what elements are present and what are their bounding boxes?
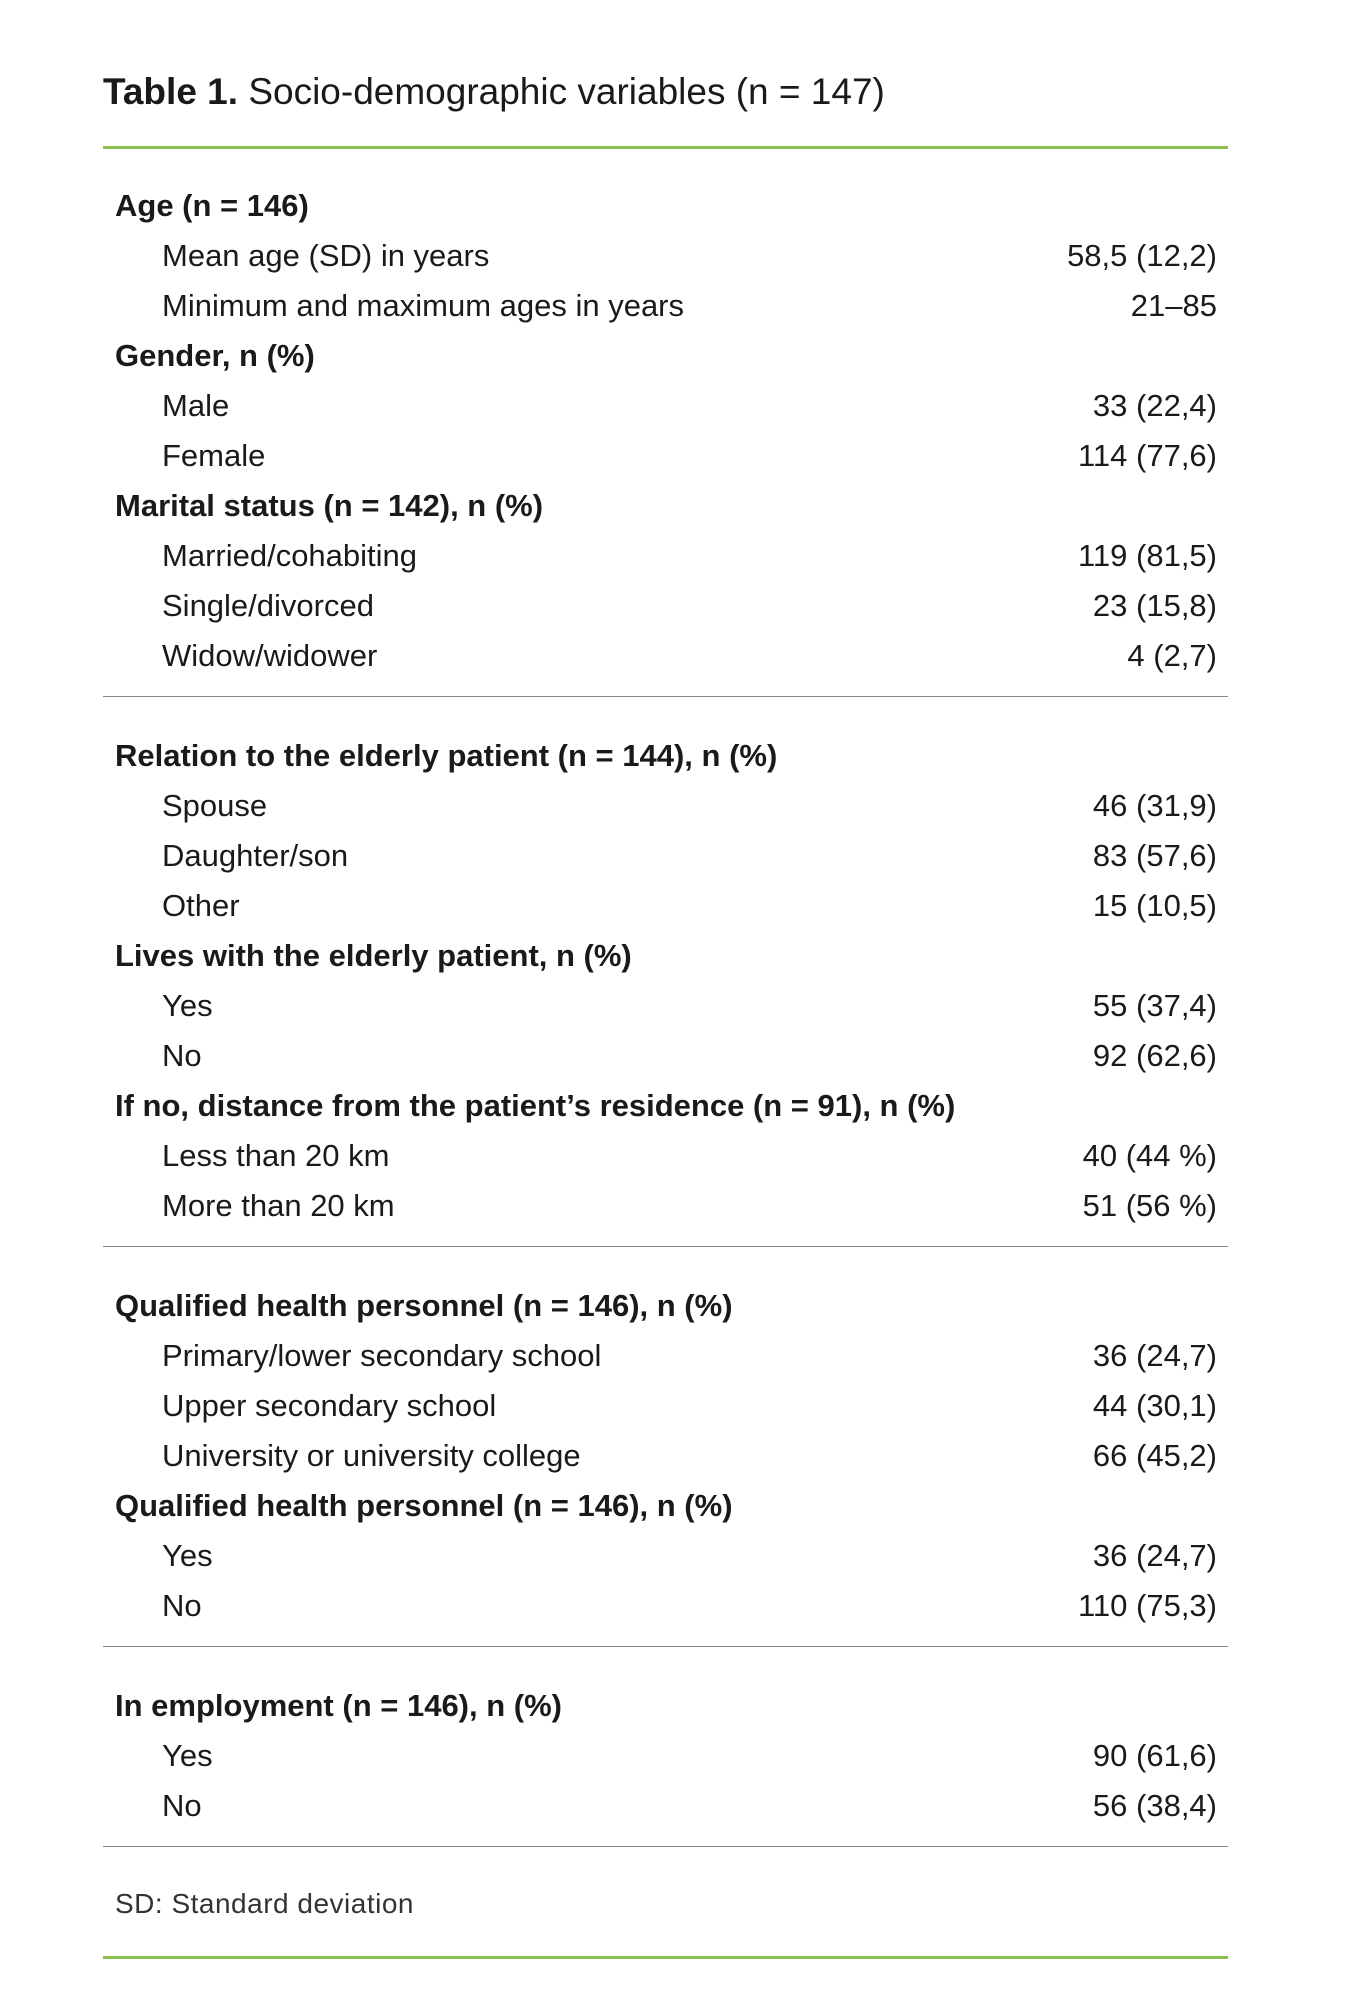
group-heading [103, 1281, 1228, 1331]
caption-text: Socio-demographic variables (n = 147) [248, 71, 885, 112]
row-label: Widow/widower [162, 638, 378, 673]
group-heading-label: Qualified health personnel (n = 146), n (%) [115, 1488, 733, 1523]
group-heading-label: Age (n = 146) [115, 188, 309, 223]
row-label: More than 20 km [162, 1188, 395, 1223]
row-label: Yes [162, 988, 213, 1023]
row-value: 40 (44 %) [1082, 1138, 1217, 1173]
group-heading [103, 931, 1228, 981]
row-label: Male [162, 388, 230, 423]
row-value: 58,5 (12,2) [1067, 238, 1217, 273]
row-value: 46 (31,9) [1092, 788, 1217, 823]
row-value: 110 (75,3) [1077, 1588, 1217, 1623]
row-label: Minimum and maximum ages in years [162, 288, 685, 323]
table-row [103, 231, 1228, 281]
row-value: 36 (24,7) [1092, 1338, 1217, 1373]
group-heading-label: If no, distance from the patient’s residence (n = 91), n (%) [115, 1088, 956, 1123]
row-label: Single/divorced [162, 588, 374, 623]
group-heading [103, 1681, 1228, 1731]
table-row [103, 831, 1228, 881]
table-row [103, 1381, 1228, 1431]
table-row [103, 381, 1228, 431]
row-value: 114 (77,6) [1077, 438, 1217, 473]
group-heading-label: Lives with the elderly patient, n (%) [115, 938, 632, 973]
group-heading-label: Marital status (n = 142), n (%) [115, 488, 544, 523]
row-label: No [162, 1038, 202, 1073]
table-row [103, 1581, 1228, 1631]
row-label: Yes [162, 1738, 213, 1773]
group-heading [103, 731, 1228, 781]
table-row [103, 1131, 1228, 1181]
caption-label: Table 1. [103, 71, 239, 112]
group-heading [103, 1481, 1228, 1531]
table-caption [103, 62, 885, 122]
row-value: 15 (10,5) [1092, 888, 1217, 923]
row-label: Less than 20 km [162, 1138, 390, 1173]
row-label: Spouse [162, 788, 268, 823]
row-label: Female [162, 438, 266, 473]
group-heading [103, 331, 1228, 381]
row-value: 51 (56 %) [1082, 1188, 1217, 1223]
section-divider [103, 1646, 1228, 1647]
row-label: Daughter/son [162, 838, 349, 873]
table-row [103, 881, 1228, 931]
row-value: 36 (24,7) [1092, 1538, 1217, 1573]
row-label: Married/cohabiting [162, 538, 418, 573]
row-value: 92 (62,6) [1092, 1038, 1217, 1073]
table-row [103, 1031, 1228, 1081]
row-label: Primary/lower secondary school [162, 1338, 602, 1373]
table-row [103, 431, 1228, 481]
row-value: 33 (22,4) [1092, 388, 1217, 423]
group-heading [103, 1081, 1228, 1131]
group-heading [103, 181, 1228, 231]
row-value: 66 (45,2) [1092, 1438, 1217, 1473]
table-row [103, 531, 1228, 581]
row-value: 55 (37,4) [1092, 988, 1217, 1023]
row-label: No [162, 1788, 202, 1823]
row-label: No [162, 1588, 202, 1623]
group-heading-label: Qualified health personnel (n = 146), n (%) [115, 1288, 733, 1323]
group-heading-label: In employment (n = 146), n (%) [115, 1688, 562, 1723]
section-divider [103, 1846, 1228, 1847]
row-value: 83 (57,6) [1092, 838, 1217, 873]
table-row [103, 1181, 1228, 1231]
table-row [103, 781, 1228, 831]
table-row [103, 581, 1228, 631]
row-value: 4 (2,7) [1127, 638, 1217, 673]
row-value: 90 (61,6) [1092, 1738, 1217, 1773]
row-value: 119 (81,5) [1077, 538, 1217, 573]
bottom-rule [103, 1956, 1228, 1959]
row-value: 56 (38,4) [1092, 1788, 1217, 1823]
row-value: 23 (15,8) [1092, 588, 1217, 623]
table-row [103, 281, 1228, 331]
row-value: 21–85 [1130, 288, 1217, 323]
group-heading-label: Relation to the elderly patient (n = 144), n (%) [115, 738, 778, 773]
section-divider [103, 1246, 1228, 1247]
table-row [103, 1431, 1228, 1481]
table-row [103, 631, 1228, 681]
section-divider [103, 696, 1228, 697]
table-row [103, 1781, 1228, 1831]
top-rule [103, 146, 1228, 149]
row-value: 44 (30,1) [1092, 1388, 1217, 1423]
row-label: Mean age (SD) in years [162, 238, 490, 273]
row-label: Other [162, 888, 240, 923]
group-heading-label: Gender, n (%) [115, 338, 315, 373]
row-label: Yes [162, 1538, 213, 1573]
row-label: University or university college [162, 1438, 581, 1473]
table-row [103, 1331, 1228, 1381]
table-row [103, 1531, 1228, 1581]
table-footnote: SD: Standard deviation [115, 1888, 414, 1919]
row-label: Upper secondary school [162, 1388, 497, 1423]
group-heading [103, 481, 1228, 531]
table-row [103, 1731, 1228, 1781]
table-row [103, 981, 1228, 1031]
